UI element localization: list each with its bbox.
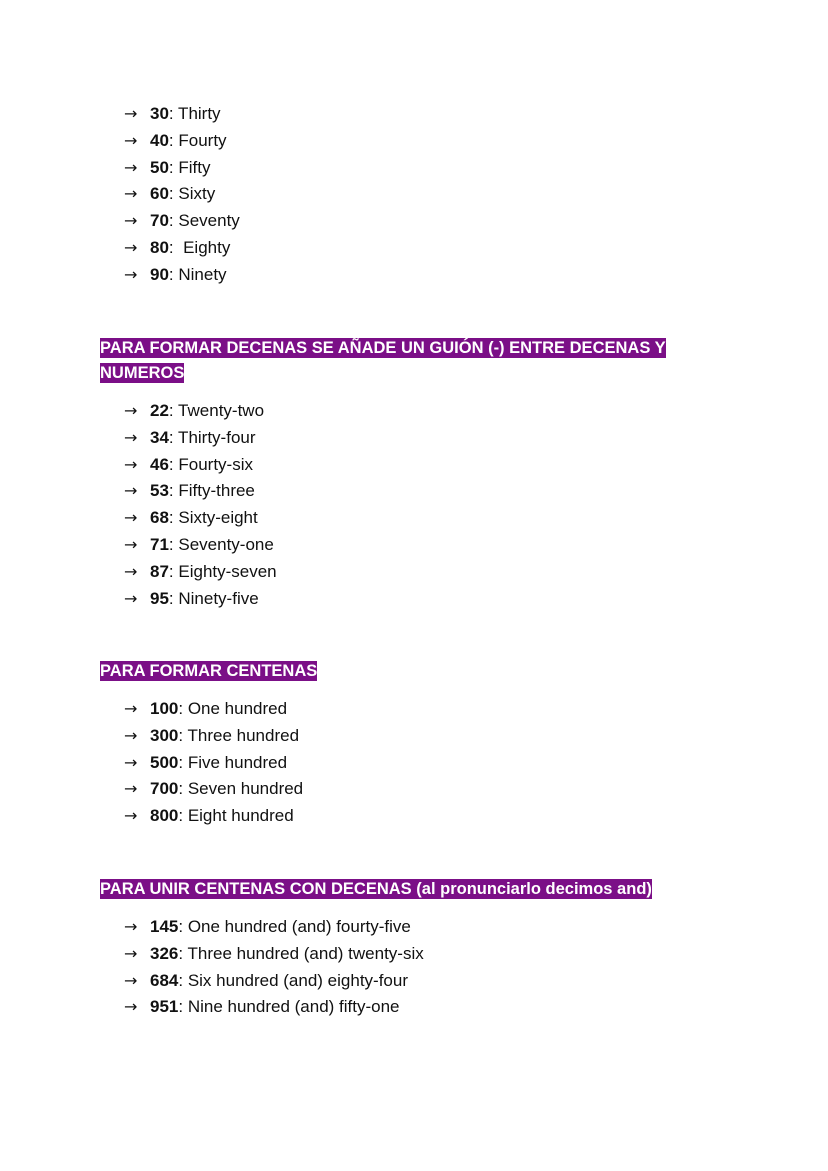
list-item <box>124 994 424 1021</box>
list-item <box>124 208 240 235</box>
number: 87 <box>150 561 169 581</box>
number-word: : Eight hundred <box>178 806 294 826</box>
section-heading-unir <box>100 877 740 902</box>
list-item <box>124 155 240 182</box>
section-heading-text: PARA UNIR CENTENAS CON DECENAS (al pronunciarlo decimos and) <box>100 880 652 898</box>
arrow-icon: → <box>124 943 138 963</box>
number-word: : Ninety-five <box>168 588 259 608</box>
number-word: : Sixty-eight <box>168 508 258 528</box>
arrow-icon: → <box>124 508 138 528</box>
hundreds-list <box>124 696 303 830</box>
number-word: : Thirty <box>168 104 221 123</box>
list-item <box>124 101 240 128</box>
section-heading-centenas <box>100 659 700 684</box>
arrow-icon: → <box>124 104 138 123</box>
number: 70 <box>150 211 169 231</box>
number-word: : Fifty <box>168 157 211 177</box>
number-word: : Sixty <box>168 184 216 204</box>
number: 30 <box>150 104 169 123</box>
list-item <box>124 968 424 995</box>
list-item <box>124 776 303 803</box>
number-word: : Thirty-four <box>168 427 256 447</box>
number: 60 <box>150 184 169 204</box>
arrow-icon: → <box>124 779 138 799</box>
number-word: : Ninety <box>168 264 227 284</box>
arrow-icon: → <box>124 401 138 420</box>
list-item <box>124 696 303 723</box>
list-item <box>124 914 424 941</box>
arrow-icon: → <box>124 806 138 826</box>
number: 700 <box>150 779 179 799</box>
number-word: : Eighty-seven <box>168 561 277 581</box>
arrow-icon: → <box>124 970 138 990</box>
number: 50 <box>150 157 169 177</box>
number-word: : Seventy <box>168 211 240 231</box>
number: 46 <box>150 454 169 474</box>
arrow-icon: → <box>124 481 138 501</box>
number: 53 <box>150 481 169 501</box>
tens-list <box>124 101 240 289</box>
compound-tens-list <box>124 398 277 612</box>
arrow-icon: → <box>124 534 138 554</box>
list-item <box>124 181 240 208</box>
number: 800 <box>150 806 179 826</box>
number-word: : Fifty-three <box>168 481 255 501</box>
list-item <box>124 425 277 452</box>
number: 34 <box>150 427 169 447</box>
number-word: : Seven hundred <box>178 779 304 799</box>
number-word: : Fourty-six <box>168 454 253 474</box>
number: 326 <box>150 943 179 963</box>
list-item <box>124 532 277 559</box>
number: 80 <box>150 237 169 257</box>
number: 40 <box>150 130 169 150</box>
list-item <box>124 478 277 505</box>
number: 71 <box>150 534 169 554</box>
number: 68 <box>150 508 169 528</box>
number-word: : Nine hundred (and) fifty-one <box>178 997 400 1017</box>
arrow-icon: → <box>124 427 138 447</box>
arrow-icon: → <box>124 454 138 474</box>
number: 951 <box>150 997 179 1017</box>
list-item <box>124 803 303 830</box>
number: 90 <box>150 264 169 284</box>
number: 100 <box>150 699 179 718</box>
arrow-icon: → <box>124 561 138 581</box>
number: 95 <box>150 588 169 608</box>
arrow-icon: → <box>124 237 138 257</box>
arrow-icon: → <box>124 588 138 608</box>
number: 145 <box>150 917 179 936</box>
arrow-icon: → <box>124 184 138 204</box>
section-heading-decenas <box>100 336 700 386</box>
arrow-icon: → <box>124 917 138 936</box>
list-item <box>124 505 277 532</box>
arrow-icon: → <box>124 997 138 1017</box>
arrow-icon: → <box>124 157 138 177</box>
arrow-icon: → <box>124 211 138 231</box>
number: 684 <box>150 970 179 990</box>
list-item <box>124 262 240 289</box>
number-word: : Three hundred (and) twenty-six <box>178 943 424 963</box>
number-word: : Six hundred (and) eighty-four <box>178 970 408 990</box>
list-item <box>124 235 240 262</box>
number-word: : Three hundred <box>178 725 300 745</box>
list-item <box>124 398 277 425</box>
number-word: : Twenty-two <box>168 401 265 420</box>
number-word: : Eighty <box>168 237 231 257</box>
section-heading-text: PARA FORMAR DECENAS SE AÑADE UN GUIÓN (-) ENTRE DECENAS Y NUMEROS <box>100 339 666 382</box>
arrow-icon: → <box>124 752 138 772</box>
number-word: : Fourty <box>168 130 227 150</box>
list-item <box>124 559 277 586</box>
number-word: : Seventy-one <box>168 534 274 554</box>
list-item <box>124 723 303 750</box>
list-item <box>124 941 424 968</box>
arrow-icon: → <box>124 130 138 150</box>
number-word: : One hundred <box>178 699 288 718</box>
arrow-icon: → <box>124 264 138 284</box>
arrow-icon: → <box>124 725 138 745</box>
arrow-icon: → <box>124 699 138 718</box>
number: 500 <box>150 752 179 772</box>
section-heading-text: PARA FORMAR CENTENAS <box>100 662 318 680</box>
number: 300 <box>150 725 179 745</box>
number-word: : Five hundred <box>178 752 288 772</box>
hundreds-and-tens-list <box>124 914 424 1021</box>
number: 22 <box>150 401 169 420</box>
list-item <box>124 750 303 777</box>
list-item <box>124 586 277 613</box>
list-item <box>124 128 240 155</box>
list-item <box>124 452 277 479</box>
number-word: : One hundred (and) fourty-five <box>178 917 411 936</box>
